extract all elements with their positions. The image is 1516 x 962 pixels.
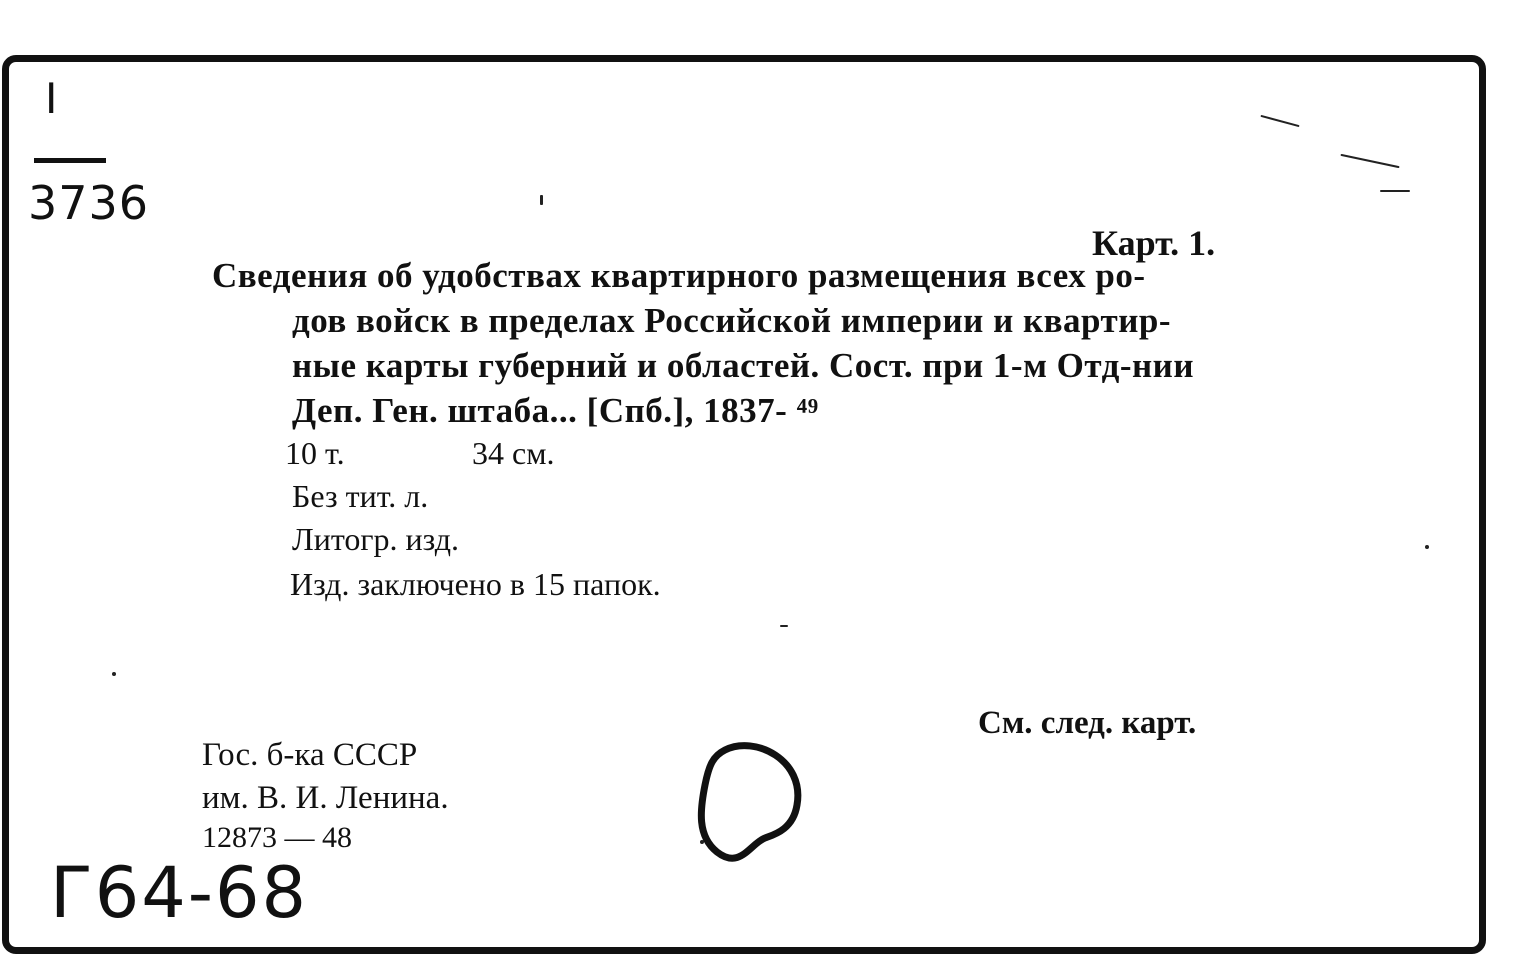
shelf-mark: I <box>45 74 59 123</box>
lithograph-note: Литогр. изд. <box>292 521 459 557</box>
scan-speck <box>780 625 788 627</box>
handwritten-code: Г64-68 <box>50 852 309 934</box>
punch-hole-outline <box>695 740 810 870</box>
scan-speck <box>112 672 116 676</box>
title-line-1: Сведения об удобствах квартирного размещения всех ро- <box>212 256 1146 295</box>
library-name: Гос. б-ка СССР <box>202 737 418 773</box>
title-line-4: Деп. Ген. штаба... [Спб.], 1837- ⁴⁹ <box>292 391 819 430</box>
library-order-number: 12873 — 48 <box>202 821 352 854</box>
dimensions: 34 см. <box>472 435 555 471</box>
scan-speck <box>1425 545 1429 549</box>
folders-note: Изд. заключено в 15 папок. <box>290 566 661 602</box>
title-line-3: ные карты губерний и областей. Сост. при 1-м Отд-нии <box>292 346 1194 385</box>
library-named-after: им. В. И. Ленина. <box>202 780 449 816</box>
scan-speck <box>1380 190 1410 192</box>
scan-speck <box>700 840 704 844</box>
shelf-number: 3736 <box>28 176 150 230</box>
scan-speck <box>540 195 543 205</box>
see-next-card: См. след. карт. <box>978 705 1197 741</box>
title-line-2: дов войск в пределах Российской империи и квартир- <box>292 301 1172 340</box>
shelf-divider <box>34 158 106 163</box>
card-number: Карт. 1. <box>1092 223 1216 263</box>
no-title-page-note: Без тит. л. <box>292 478 429 514</box>
volumes-count: 10 т. <box>285 435 345 471</box>
